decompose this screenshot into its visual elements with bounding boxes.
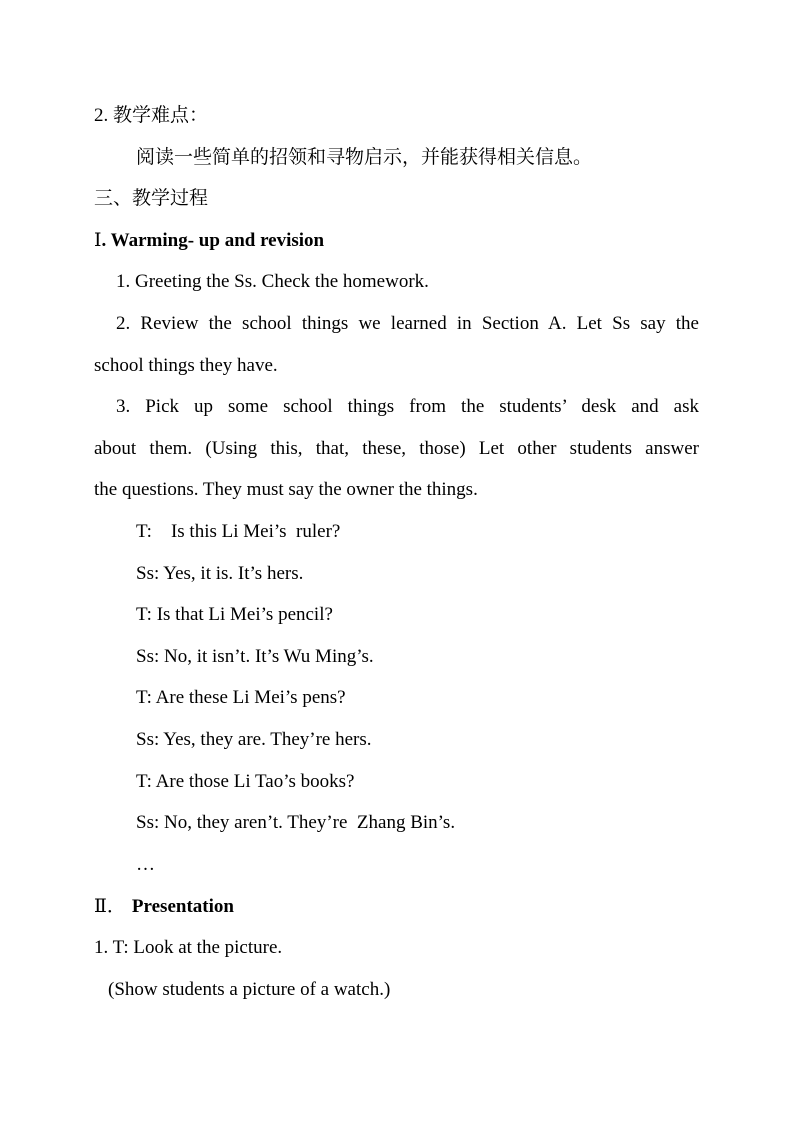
dialogue-line: Ss: No, they aren’t. They’re Zhang Bin’s. [136, 812, 456, 833]
dialogue-line: Ss: Yes, it is. It’s hers. [136, 563, 304, 584]
warmup-step-2-line-1: 2. Review the school things we learned in Section A. Let Ss say the [116, 313, 699, 334]
warmup-heading [94, 229, 324, 253]
warmup-step-2-line-2: school things they have. [94, 355, 278, 376]
warmup-title: . Warming- up and revision [101, 230, 325, 251]
dialogue-ellipsis: … [136, 854, 155, 875]
difficulty-content: 阅读一些简单的招领和寻物启示，并能获得相关信息。 [136, 147, 593, 168]
dialogue-line: T: Are those Li Tao’s books? [136, 771, 355, 792]
process-heading: 三、教学过程 [94, 188, 209, 209]
presentation-numeral: Ⅱ． [94, 896, 126, 917]
presentation-heading [94, 895, 234, 919]
dialogue-line: Ss: No, it isn’t. It’s Wu Ming’s. [136, 646, 374, 667]
warmup-step-3-line-2: about them. (Using this, that, these, those) Let other students answer [94, 438, 699, 459]
dialogue-line: T: Is this Li Mei’s ruler? [136, 521, 341, 542]
warmup-step-3-line-3: the questions. They must say the owner the things. [94, 479, 478, 500]
dialogue-line: T: Are these Li Mei’s pens? [136, 687, 346, 708]
dialogue-line: Ss: Yes, they are. They’re hers. [136, 729, 372, 750]
presentation-step-1-note: (Show students a picture of a watch.) [108, 979, 391, 1000]
warmup-numeral: Ⅰ [94, 230, 102, 251]
warmup-step-1: 1. Greeting the Ss. Check the homework. [116, 271, 429, 292]
difficulty-heading: 2. 教学难点： [94, 105, 209, 126]
presentation-title: Presentation [131, 896, 234, 917]
presentation-step-1: 1. T: Look at the picture. [94, 937, 283, 958]
dialogue-line: T: Is that Li Mei’s pencil? [136, 604, 333, 625]
warmup-step-3-line-1: 3. Pick up some school things from the students’ desk and ask [116, 396, 699, 417]
